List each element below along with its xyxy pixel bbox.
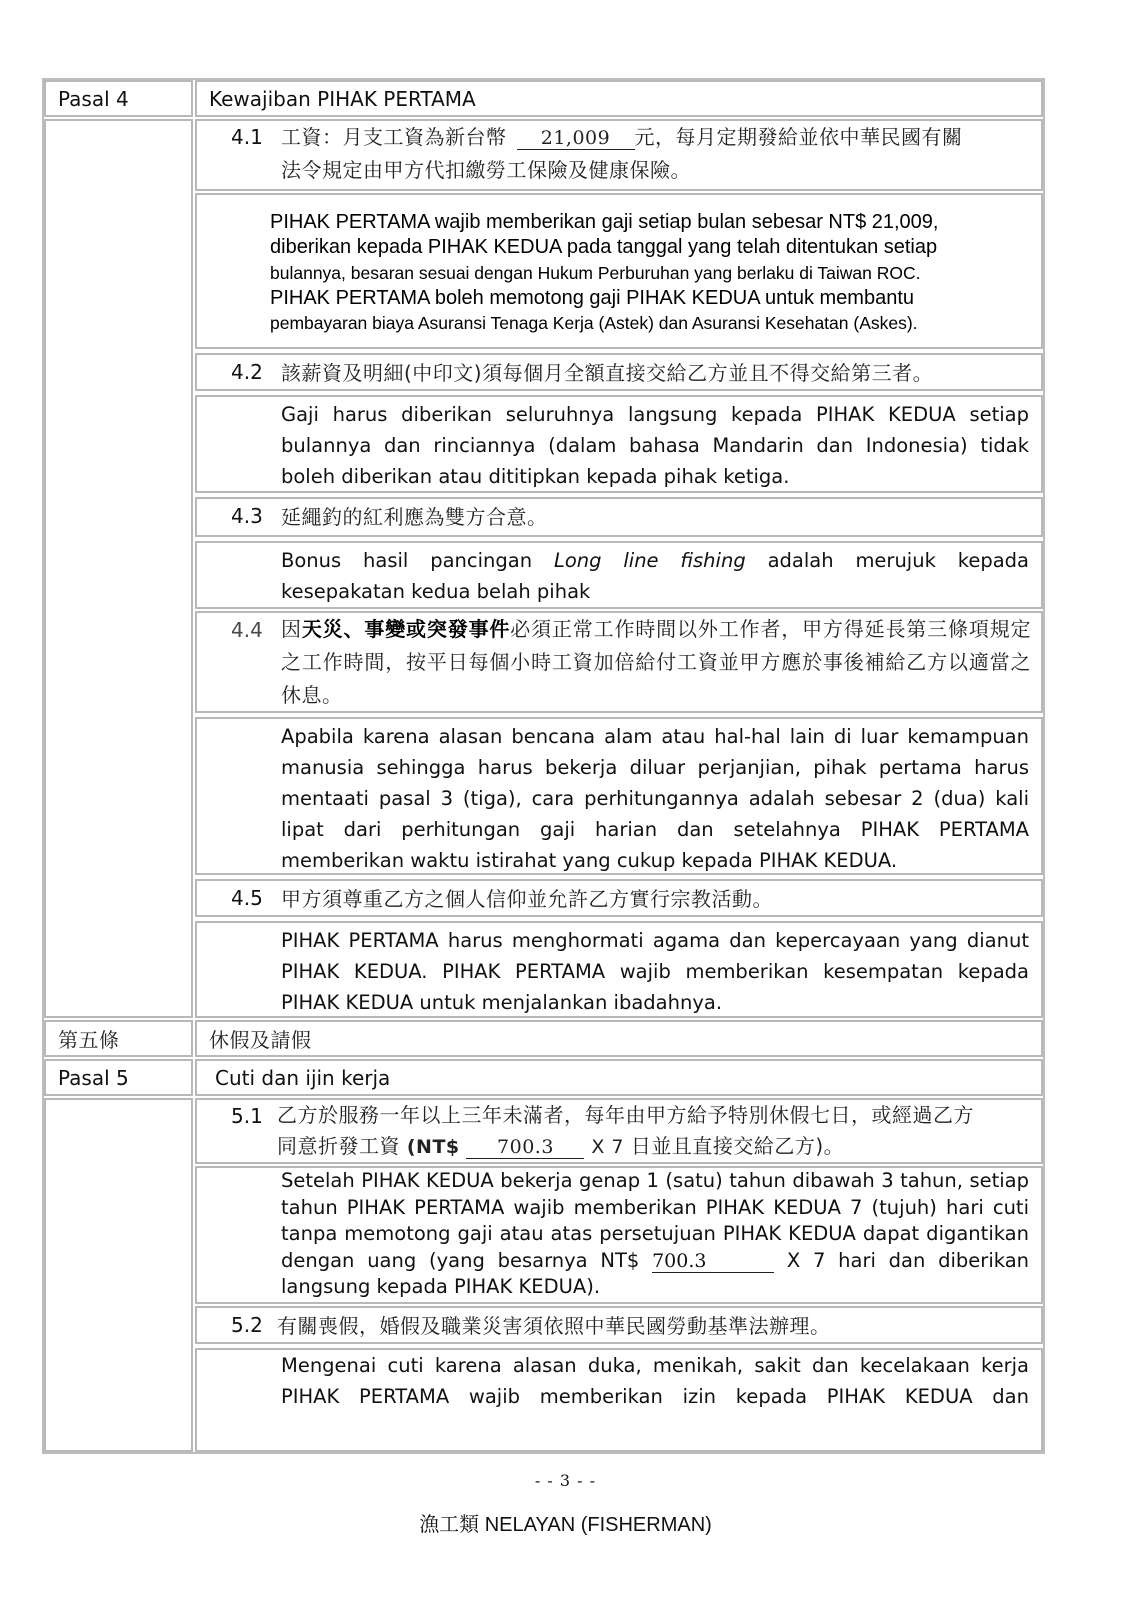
section-4-2-number: 4.2 xyxy=(231,360,263,384)
pasal4-label: Pasal 4 xyxy=(58,87,129,111)
section-4-1-id-line-4: PIHAK PERTAMA boleh memotong gaji PIHAK KEDUA untuk membantu xyxy=(270,287,915,309)
leave-pay-amount-field: 700.3 xyxy=(466,1136,584,1159)
natural-disaster-term: 天災、事變或突發事件 xyxy=(301,617,511,641)
section-4-5-id-cell xyxy=(195,921,1043,1018)
section-4-1-id-cell xyxy=(195,193,1043,349)
section-4-3-id-text: Bonus hasil pancingan Long line fishing adalah merujuk kepada kesepakatan kedua belah pihak xyxy=(281,549,1029,603)
section-4-1-zh-cell xyxy=(195,119,1043,191)
section-4-2-zh-cell xyxy=(195,353,1043,391)
section-4-2-zh-text: 該薪資及明細(中印文)須每個月全額直接交給乙方並且不得交給第三者。 xyxy=(281,361,934,385)
section-4-5-zh-text: 甲方須尊重乙方之個人信仰並允許乙方實行宗教活動。 xyxy=(281,887,773,911)
section-5-1-zh-text: 乙方於服務一年以上三年未滿者，每年由甲方給予特別休假七日，或經過乙方 同意折發工資 (NT$ 700.3 X 7 日並且直接交給乙方)。 xyxy=(277,1103,974,1158)
section-4-3-zh-cell xyxy=(195,497,1043,537)
section-5-2-number: 5.2 xyxy=(231,1313,263,1337)
article5-zh-label: 第五條 xyxy=(58,1028,120,1052)
pasal4-blank-cell xyxy=(44,119,193,1018)
section-4-5-id-text: PIHAK PERTAMA harus menghormati agama dan kepercayaan yang dianut PIHAK KEDUA. PIHAK PERTAMA wajib memberikan kesempatan kepada PIHAK KEDUA untuk menjalankan ibadahnya. xyxy=(281,929,1029,1014)
section-4-1-id-line-5: pembayaran biaya Asuransi Tenaga Kerja (Astek) dan Asuransi Kesehatan (Askes). xyxy=(270,313,918,333)
salary-amount-field: 21,009 xyxy=(517,127,635,150)
pasal5-title-cell xyxy=(195,1059,1043,1096)
section-5-1-zh-cell xyxy=(195,1098,1043,1164)
section-4-4-id-text: Apabila karena alasan bencana alam atau hal-hal lain di luar kemampuan manusia sehingga harus bekerja diluar perjanjian, pihak pertama harus mentaati pasal 3 (tiga), cara perhitungannya adalah sebesar 2 (dua) kali lipat dari perhitungan gaji harian dan setelahnya PIHAK PERTAMA memberikan waktu istirahat yang cukup kepada PIHAK KEDUA. xyxy=(281,725,1029,872)
pasal5-title: Cuti dan ijin kerja xyxy=(215,1066,391,1090)
section-5-1-id-text: Setelah PIHAK KEDUA bekerja genap 1 (satu) tahun dibawah 3 tahun, setiap tahun PIHAK PERTAMA wajib memberikan PIHAK KEDUA 7 (tujuh) hari cuti tanpa memotong gaji atau atas persetujuan PIHAK KEDUA dapat digantikan dengan uang (yang besarnya NT$ 700.3 X 7 hari dan diberikan langsung kepada PIHAK KEDUA). xyxy=(281,1169,1029,1298)
section-4-1-id-line-2: diberikan kepada PIHAK KEDUA pada tanggal yang telah ditentukan setiap xyxy=(270,236,938,258)
article5-zh-title-cell xyxy=(195,1020,1043,1057)
section-4-5-zh-cell xyxy=(195,879,1043,917)
pasal4-title: Kewajiban PIHAK PERTAMA xyxy=(209,87,476,111)
section-4-4-zh-cell xyxy=(195,611,1043,713)
section-4-4-zh-text: 因天災、事變或突發事件必須正常工作時間以外工作者，甲方得延長第三條項規定之工作時間，按平日每個小時工資加倍給付工資並甲方應於事後補給乙方以適當之休息。 xyxy=(281,617,1032,707)
section-5-1-number: 5.1 xyxy=(231,1104,263,1128)
section-4-4-id-cell xyxy=(195,717,1043,875)
pasal5-label-cell xyxy=(44,1059,193,1096)
section-4-1-zh-text: 工資：月支工資為新台幣 21,009 元，每月定期發給並依中華民國有關 法令規定由甲方代扣繳勞工保險及健康保險。 xyxy=(281,125,963,182)
leave-pay-amount-id-field: 700.3 xyxy=(652,1250,774,1273)
section-4-3-number: 4.3 xyxy=(231,504,263,528)
section-5-2-zh-text: 有關喪假，婚假及職業災害須依照中華民國勞動基準法辦理。 xyxy=(277,1314,831,1338)
section-4-2-id-cell xyxy=(195,395,1043,493)
section-5-2-id-cell xyxy=(195,1348,1043,1452)
section-5-1-id-cell xyxy=(195,1166,1043,1304)
section-5-2-zh-cell xyxy=(195,1306,1043,1344)
section-4-5-number: 4.5 xyxy=(231,886,263,910)
pasal4-title-cell xyxy=(195,80,1043,117)
section-4-2-id-text: Gaji harus diberikan seluruhnya langsung kepada PIHAK KEDUA setiap bulannya dan rinciannya (dalam bahasa Mandarin dan Indonesia) tidak boleh diberikan atau dititipkan kepada pihak ketiga. xyxy=(281,403,1029,488)
page-number: - - 3 - - xyxy=(534,1471,597,1490)
section-4-1-number: 4.1 xyxy=(231,125,263,149)
section-4-3-zh-text: 延繩釣的紅利應為雙方合意。 xyxy=(281,505,548,529)
section-4-3-id-cell xyxy=(195,541,1043,609)
section-4-1-id-line-3: bulannya, besaran sesuai dengan Hukum Perburuhan yang berlaku di Taiwan ROC. xyxy=(270,263,921,283)
section-4-4-number: 4.4 xyxy=(231,618,263,642)
section-4-1-id-line-1: PIHAK PERTAMA wajib memberikan gaji setiap bulan sebesar NT$ 21,009, xyxy=(270,211,939,233)
pasal5-label: Pasal 5 xyxy=(58,1066,129,1090)
pasal5-blank-cell xyxy=(44,1098,193,1452)
document-footer-title: 漁工類 NELAYAN (FISHERMAN) xyxy=(419,1514,712,1536)
long-line-fishing-term: Long line fishing xyxy=(553,549,746,572)
section-5-2-id-text: Mengenai cuti karena alasan duka, menikah, sakit dan kecelakaan kerja PIHAK PERTAMA wajib memberikan izin kepada PIHAK KEDUA dan xyxy=(281,1354,1029,1408)
pasal4-label-cell xyxy=(44,80,193,117)
article5-zh-title: 休假及請假 xyxy=(209,1028,312,1052)
article5-zh-label-cell xyxy=(44,1020,193,1057)
